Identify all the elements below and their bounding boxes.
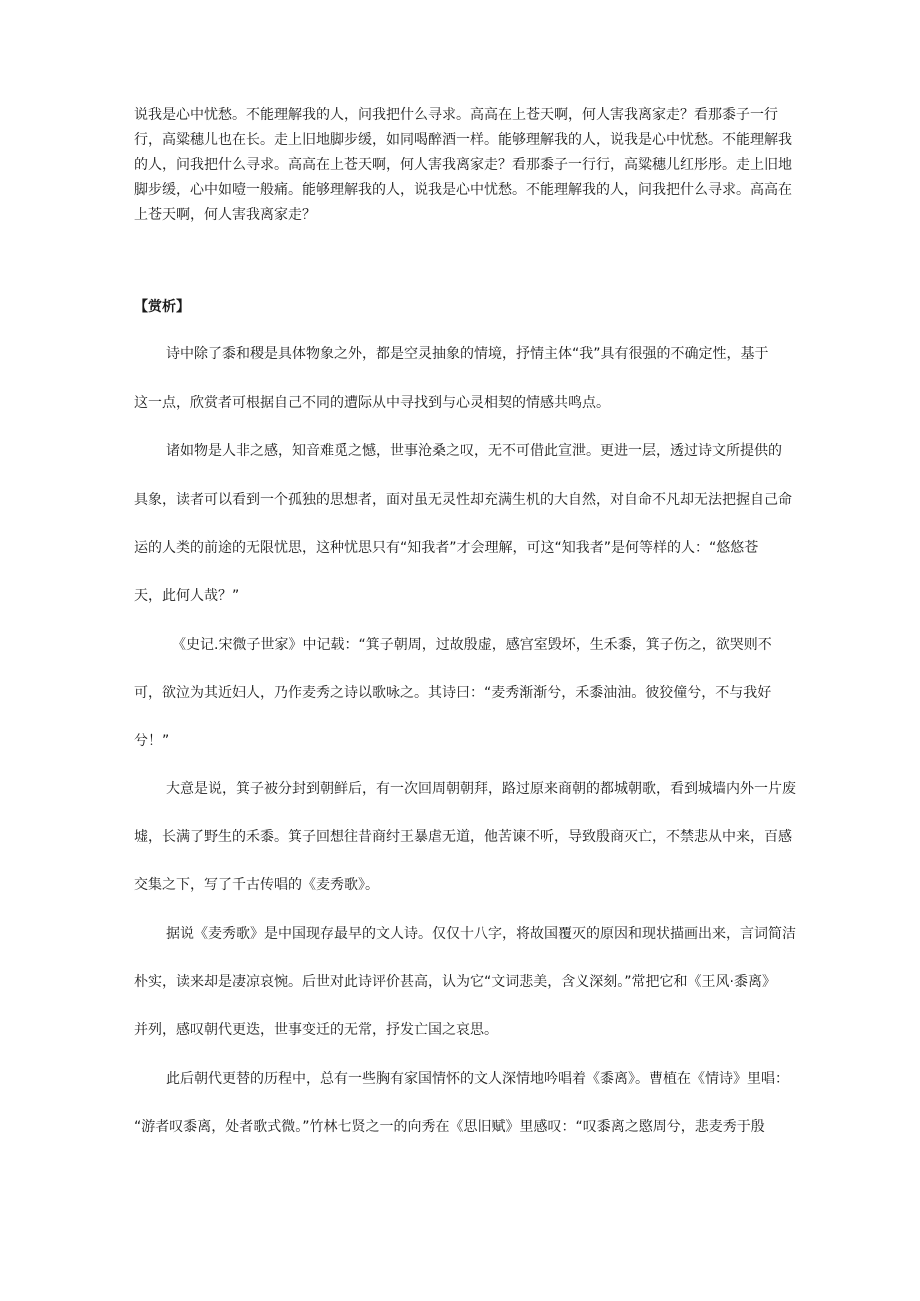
translation-line: 上苍天啊，何人害我离家走？ [134, 207, 316, 223]
body-line: 诗中除了黍和稷是具体物象之外，都是空灵抽象的情境，抒情主体“我”具有很强的不确定性，基于 [166, 346, 769, 362]
body-line: 此后朝代更替的历程中，总有一些胸有家国情怀的文人深情地吟唱着《黍离》。曹植在《情诗》里唱： [166, 1071, 789, 1087]
translation-line: 行，高粱穗儿也在长。走上旧地脚步缓，如同喝醉酒一样。能够理解我的人，说我是心中忧愁。不能理解我 [134, 132, 792, 148]
body-line: 诸如物是人非之感，知音难觅之憾，世事沧桑之叹，无不可借此宣泄。更进一层，透过诗文所提供的 [166, 443, 782, 459]
section-heading: 【赏析】 [134, 299, 190, 315]
translation-line: 脚步缓，心中如噎一般痛。能够理解我的人，说我是心中忧愁。不能理解我的人，问我把什么寻求。高高在 [134, 182, 792, 198]
body-line: “游者叹黍离，处者歌式微。”竹林七贤之一的向秀在《思旧赋》里感叹：“叹黍离之愍周兮，悲麦秀于殷 [134, 1119, 765, 1135]
body-line: 兮！” [134, 733, 170, 749]
body-line: 具象，读者可以看到一个孤独的思想者，面对虽无灵性却充满生机的大自然，对自命不凡却无法把握自己命 [134, 492, 792, 508]
body-line: 墟，长满了野生的禾黍。箕子回想往昔商纣王暴虐无道，他苦谏不听，导致殷商灭亡，不禁悲从中来，百感 [134, 829, 792, 845]
body-line: 天，此何人哉？” [134, 588, 240, 604]
body-line: 运的人类的前途的无限忧思，这种忧思只有“知我者”才会理解，可这“知我者”是何等样的人：“悠悠苍 [134, 540, 759, 556]
body-line: 并列，感叹朝代更迭，世事变迁的无常，抒发亡国之哀思。 [134, 1022, 498, 1038]
body-line: 朴实，读来却是凄凉哀惋。后世对此诗评价甚高，认为它“文词悲美，含义深刻。”常把它和《王风·黍离》 [134, 974, 776, 990]
body-line: 大意是说，箕子被分封到朝鲜后，有一次回周朝朝拜，路过原来商朝的都城朝歌，看到城墙内外一片废 [166, 781, 796, 797]
body-line: 交集之下，写了千古传唱的《麦秀歌》。 [134, 877, 379, 893]
body-line: 可，欲泣为其近妇人，乃作麦秀之诗以歌咏之。其诗曰：“麦秀渐渐兮，禾黍油油。彼狡僮兮，不与我好 [134, 685, 772, 701]
body-line: 《史记.宋微子世家》中记载：“箕子朝周，过故殷虚，感宫室毁坏，生禾黍，箕子伤之，欲哭则不 [172, 637, 772, 653]
translation-line: 的人，问我把什么寻求。高高在上苍天啊，何人害我离家走？看那黍子一行行，高粱穗儿红彤彤。走上旧地 [134, 157, 792, 173]
body-line: 这一点，欣赏者可根据自己不同的遭际从中寻找到与心灵相契的情感共鸣点。 [134, 395, 610, 411]
body-line: 据说《麦秀歌》是中国现存最早的文人诗。仅仅十八字，将故国覆灭的原因和现状描画出来，言词简洁 [166, 926, 796, 942]
translation-line: 说我是心中忧愁。不能理解我的人，问我把什么寻求。高高在上苍天啊，何人害我离家走？看那黍子一行 [134, 107, 778, 123]
